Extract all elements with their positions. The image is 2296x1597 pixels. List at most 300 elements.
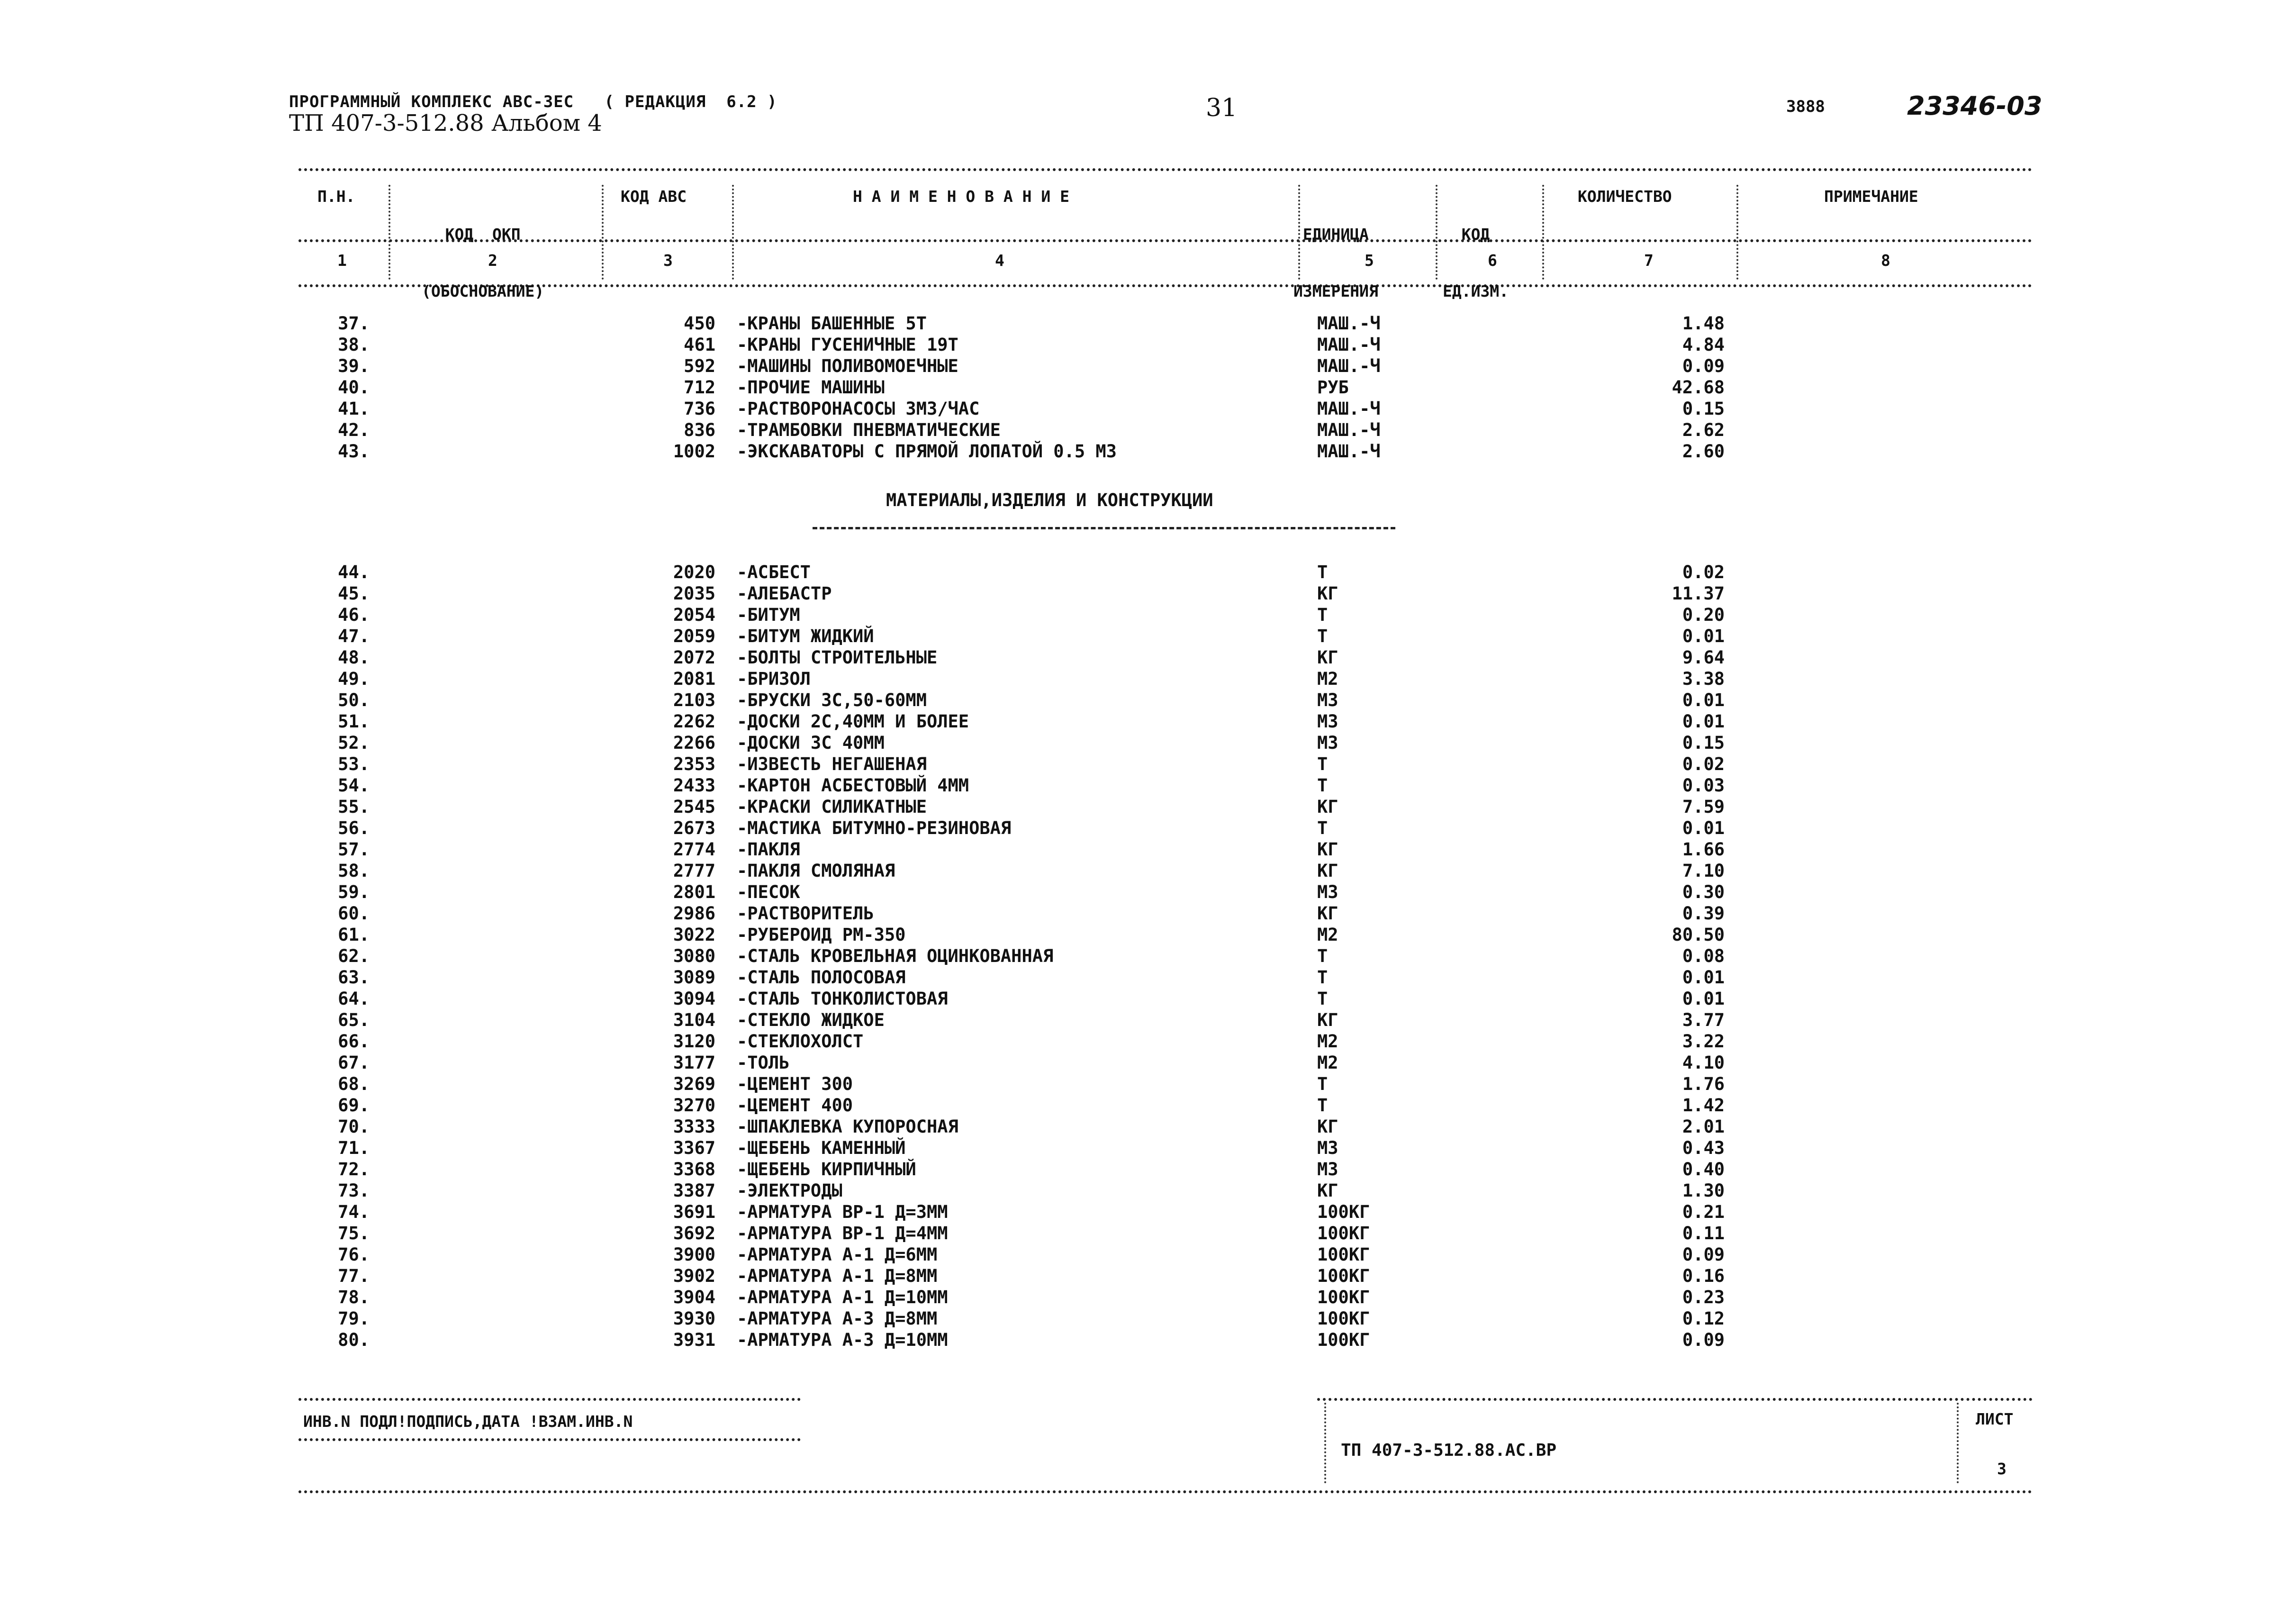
unit: Т xyxy=(1317,775,1328,796)
unit: 100КГ xyxy=(1317,1202,1370,1222)
table-row xyxy=(0,1244,2296,1265)
table-row xyxy=(0,796,2296,817)
table-row xyxy=(0,690,2296,711)
column-divider xyxy=(732,185,734,280)
table-row xyxy=(0,1052,2296,1073)
row-number: 38. xyxy=(338,335,370,355)
footer-stamp-labels: ИНВ.N ПОДЛ!ПОДПИСЬ,ДАТА !ВЗАМ.ИНВ.N xyxy=(303,1412,633,1431)
table-row xyxy=(0,334,2296,355)
table-row xyxy=(0,775,2296,796)
row-number: 74. xyxy=(338,1202,370,1222)
abc-code: 2103 xyxy=(673,690,715,710)
row-number: 56. xyxy=(338,818,370,838)
row-number: 62. xyxy=(338,946,370,966)
unit: Т xyxy=(1317,605,1328,625)
abc-code: 3931 xyxy=(673,1330,715,1350)
unit: 100КГ xyxy=(1317,1308,1370,1329)
quantity: 80.50 xyxy=(1672,925,1725,945)
abc-code: 3692 xyxy=(673,1223,715,1243)
quantity: 2.01 xyxy=(1682,1116,1725,1137)
quantity: 0.40 xyxy=(1682,1159,1725,1180)
abc-code: 2072 xyxy=(673,647,715,668)
footer-doc-top-rule xyxy=(1317,1398,2033,1401)
col-header-unit-code-line1: КОД xyxy=(1461,225,1490,244)
row-number: 42. xyxy=(338,420,370,440)
item-name: -ЭКСКАВАТОРЫ С ПРЯМОЙ ЛОПАТОЙ 0.5 М3 xyxy=(737,441,1117,462)
column-divider xyxy=(602,185,604,280)
quantity: 0.30 xyxy=(1682,882,1725,902)
item-name: -КРАСКИ СИЛИКАТНЫЕ xyxy=(737,797,927,817)
table-row xyxy=(0,924,2296,945)
table-row xyxy=(0,1159,2296,1180)
quantity: 3.38 xyxy=(1682,669,1725,689)
item-name: -АРМАТУРА А-3 Д=8ММ xyxy=(737,1308,938,1329)
abc-code: 2020 xyxy=(673,562,715,582)
table-top-rule xyxy=(298,168,2033,171)
table-row xyxy=(0,313,2296,334)
quantity: 0.08 xyxy=(1682,946,1725,966)
table-row xyxy=(0,903,2296,924)
item-name: -СТАЛЬ КРОВЕЛЬНАЯ ОЦИНКОВАННАЯ xyxy=(737,946,1054,966)
footer-divider xyxy=(1324,1403,1326,1483)
row-number: 63. xyxy=(338,967,370,988)
unit: Т xyxy=(1317,562,1328,582)
document-code: 3888 xyxy=(1786,97,1825,116)
row-number: 53. xyxy=(338,754,370,774)
row-number: 43. xyxy=(338,441,370,462)
quantity: 0.21 xyxy=(1682,1202,1725,1222)
row-number: 46. xyxy=(338,605,370,625)
row-number: 77. xyxy=(338,1266,370,1286)
abc-code: 3089 xyxy=(673,967,715,988)
row-number: 41. xyxy=(338,399,370,419)
item-name: -ПАКЛЯ xyxy=(737,839,800,860)
unit: МАШ.-Ч xyxy=(1317,441,1381,462)
item-name: -БРУСКИ 3С,50-60ММ xyxy=(737,690,927,710)
abc-code: 3120 xyxy=(673,1031,715,1052)
row-number: 61. xyxy=(338,925,370,945)
quantity: 11.37 xyxy=(1672,583,1725,604)
quantity: 0.01 xyxy=(1682,711,1725,732)
quantity: 1.42 xyxy=(1682,1095,1725,1116)
table-row xyxy=(0,604,2296,626)
col-number: 7 xyxy=(1644,251,1654,270)
footer-sheet-number: 3 xyxy=(1997,1460,2007,1478)
abc-code: 3904 xyxy=(673,1287,715,1307)
row-number: 52. xyxy=(338,733,370,753)
unit: М3 xyxy=(1317,711,1338,732)
abc-code: 2266 xyxy=(673,733,715,753)
table-row xyxy=(0,1223,2296,1244)
row-number: 57. xyxy=(338,839,370,860)
abc-code: 836 xyxy=(684,420,715,440)
abc-code: 2986 xyxy=(673,903,715,924)
item-name: -ЭЛЕКТРОДЫ xyxy=(737,1180,842,1201)
row-number: 59. xyxy=(338,882,370,902)
abc-code: 3269 xyxy=(673,1074,715,1094)
handwritten-number: 23346-03 xyxy=(1907,91,2043,121)
col-header-unit-code-line2: ЕД.ИЗМ. xyxy=(1443,282,1509,300)
quantity: 0.02 xyxy=(1682,562,1725,582)
footer-sheet-label: ЛИСТ xyxy=(1976,1410,2014,1428)
table-row xyxy=(0,1329,2296,1351)
item-name: -ШПАКЛЕВКА КУПОРОСНАЯ xyxy=(737,1116,958,1137)
quantity: 3.77 xyxy=(1682,1010,1725,1030)
row-number: 73. xyxy=(338,1180,370,1201)
quantity: 0.01 xyxy=(1682,818,1725,838)
col-header-unit-line1: ЕДИНИЦА xyxy=(1302,225,1369,244)
abc-code: 2774 xyxy=(673,839,715,860)
unit: 100КГ xyxy=(1317,1287,1370,1307)
row-number: 69. xyxy=(338,1095,370,1116)
table-bottom-rule xyxy=(298,1490,2033,1493)
unit: Т xyxy=(1317,626,1328,646)
quantity: 0.11 xyxy=(1682,1223,1725,1243)
col-number: 5 xyxy=(1365,251,1374,270)
abc-code: 3022 xyxy=(673,925,715,945)
row-number: 75. xyxy=(338,1223,370,1243)
item-name: -ПЕСОК xyxy=(737,882,800,902)
row-number: 39. xyxy=(338,356,370,376)
item-name: -АРМАТУРА ВР-1 Д=4ММ xyxy=(737,1223,948,1243)
table-row xyxy=(0,668,2296,690)
table-row xyxy=(0,1308,2296,1329)
abc-code: 3104 xyxy=(673,1010,715,1030)
abc-code: 3930 xyxy=(673,1308,715,1329)
row-number: 49. xyxy=(338,669,370,689)
abc-code: 450 xyxy=(684,313,715,334)
abc-code: 3368 xyxy=(673,1159,715,1180)
unit: КГ xyxy=(1317,1180,1338,1201)
table-row xyxy=(0,1116,2296,1137)
unit: КГ xyxy=(1317,903,1338,924)
table-row xyxy=(0,1201,2296,1223)
abc-code: 2035 xyxy=(673,583,715,604)
quantity: 0.09 xyxy=(1682,356,1725,376)
abc-code: 3902 xyxy=(673,1266,715,1286)
item-name: -БРИЗОЛ xyxy=(737,669,811,689)
abc-code: 461 xyxy=(684,335,715,355)
table-row xyxy=(0,1137,2296,1159)
unit: М3 xyxy=(1317,733,1338,753)
row-number: 47. xyxy=(338,626,370,646)
section-underline xyxy=(813,527,1395,529)
quantity: 1.30 xyxy=(1682,1180,1725,1201)
column-number-rule xyxy=(298,284,2033,287)
quantity: 1.48 xyxy=(1682,313,1725,334)
project-title: ТП 407-3-512.88 Альбом 4 xyxy=(289,110,602,136)
quantity: 2.60 xyxy=(1682,441,1725,462)
table-row xyxy=(0,1095,2296,1116)
unit: Т xyxy=(1317,1074,1328,1094)
item-name: -АРМАТУРА А-1 Д=10ММ xyxy=(737,1287,948,1307)
table-row xyxy=(0,1073,2296,1095)
col-header-okp-line2: (ОБОСНОВАНИЕ) xyxy=(422,282,544,300)
unit: МАШ.-Ч xyxy=(1317,313,1381,334)
table-row xyxy=(0,732,2296,753)
section-title: МАТЕРИАЛЫ,ИЗДЕЛИЯ И КОНСТРУКЦИИ xyxy=(886,490,1213,510)
abc-code: 2673 xyxy=(673,818,715,838)
unit: М3 xyxy=(1317,690,1338,710)
abc-code: 736 xyxy=(684,399,715,419)
column-divider xyxy=(1298,185,1300,280)
item-name: -РАСТВОРОНАСОСЫ 3М3/ЧАС xyxy=(737,399,980,419)
col-header-quantity: КОЛИЧЕСТВО xyxy=(1578,187,1672,206)
quantity: 0.01 xyxy=(1682,989,1725,1009)
item-name: -РАСТВОРИТЕЛЬ xyxy=(737,903,874,924)
item-name: -ТОЛЬ xyxy=(737,1053,790,1073)
row-number: 71. xyxy=(338,1138,370,1158)
row-number: 67. xyxy=(338,1053,370,1073)
abc-code: 3333 xyxy=(673,1116,715,1137)
row-number: 70. xyxy=(338,1116,370,1137)
item-name: -АРМАТУРА А-3 Д=10ММ xyxy=(737,1330,948,1350)
column-divider xyxy=(1542,185,1544,280)
table-row xyxy=(0,988,2296,1009)
table-row xyxy=(0,583,2296,604)
item-name: -СТАЛЬ ТОНКОЛИСТОВАЯ xyxy=(737,989,948,1009)
item-name: -СТАЛЬ ПОЛОСОВАЯ xyxy=(737,967,906,988)
unit: Т xyxy=(1317,946,1328,966)
unit: 100КГ xyxy=(1317,1266,1370,1286)
abc-code: 3900 xyxy=(673,1244,715,1265)
quantity: 4.10 xyxy=(1682,1053,1725,1073)
abc-code: 592 xyxy=(684,356,715,376)
table-row xyxy=(0,647,2296,668)
unit: Т xyxy=(1317,967,1328,988)
table-row xyxy=(0,562,2296,583)
row-number: 64. xyxy=(338,989,370,1009)
abc-code: 3387 xyxy=(673,1180,715,1201)
unit: М3 xyxy=(1317,1138,1338,1158)
unit: РУБ xyxy=(1317,377,1349,398)
abc-code: 2801 xyxy=(673,882,715,902)
col-number: 2 xyxy=(488,251,497,270)
table-row xyxy=(0,711,2296,732)
col-number: 6 xyxy=(1488,251,1497,270)
unit: М2 xyxy=(1317,1031,1338,1052)
quantity: 1.76 xyxy=(1682,1074,1725,1094)
unit: Т xyxy=(1317,754,1328,774)
quantity: 0.01 xyxy=(1682,626,1725,646)
table-row xyxy=(0,355,2296,377)
abc-code: 3080 xyxy=(673,946,715,966)
abc-code: 3367 xyxy=(673,1138,715,1158)
item-name: -ДОСКИ 3С 40ММ xyxy=(737,733,885,753)
table-row xyxy=(0,817,2296,839)
row-number: 54. xyxy=(338,775,370,796)
row-number: 50. xyxy=(338,690,370,710)
quantity: 7.59 xyxy=(1682,797,1725,817)
row-number: 44. xyxy=(338,562,370,582)
row-number: 37. xyxy=(338,313,370,334)
row-number: 51. xyxy=(338,711,370,732)
quantity: 42.68 xyxy=(1672,377,1725,398)
row-number: 79. xyxy=(338,1308,370,1329)
table-row xyxy=(0,753,2296,775)
quantity: 0.15 xyxy=(1682,399,1725,419)
column-divider xyxy=(389,185,390,280)
abc-code: 1002 xyxy=(673,441,715,462)
table-row xyxy=(0,1009,2296,1031)
item-name: -КРАНЫ БАШЕННЫЕ 5Т xyxy=(737,313,927,334)
unit: М2 xyxy=(1317,669,1338,689)
item-name: -ИЗВЕСТЬ НЕГАШЕНАЯ xyxy=(737,754,927,774)
row-number: 60. xyxy=(338,903,370,924)
table-row xyxy=(0,1180,2296,1201)
quantity: 0.09 xyxy=(1682,1330,1725,1350)
header-separator-rule xyxy=(298,239,2033,242)
table-row xyxy=(0,626,2296,647)
item-name: -БИТУМ xyxy=(737,605,800,625)
abc-code: 3177 xyxy=(673,1053,715,1073)
abc-code: 712 xyxy=(684,377,715,398)
item-name: -СТЕКЛОХОЛСТ xyxy=(737,1031,864,1052)
abc-code: 2081 xyxy=(673,669,715,689)
row-number: 68. xyxy=(338,1074,370,1094)
unit: Т xyxy=(1317,989,1328,1009)
quantity: 0.02 xyxy=(1682,754,1725,774)
row-number: 65. xyxy=(338,1010,370,1030)
col-number: 1 xyxy=(337,251,347,270)
item-name: -БИТУМ ЖИДКИЙ xyxy=(737,626,874,646)
quantity: 3.22 xyxy=(1682,1031,1725,1052)
table-row xyxy=(0,945,2296,967)
unit: КГ xyxy=(1317,1116,1338,1137)
page-number: 31 xyxy=(1206,94,1238,122)
item-name: -КРАНЫ ГУСЕНИЧНЫЕ 19Т xyxy=(737,335,958,355)
item-name: -МАШИНЫ ПОЛИВОМОЕЧНЫЕ xyxy=(737,356,958,376)
quantity: 7.10 xyxy=(1682,861,1725,881)
item-name: -КАРТОН АСБЕСТОВЫЙ 4ММ xyxy=(737,775,969,796)
item-name: -ПРОЧИЕ МАШИНЫ xyxy=(737,377,885,398)
abc-code: 2353 xyxy=(673,754,715,774)
unit: МАШ.-Ч xyxy=(1317,399,1381,419)
abc-code: 2433 xyxy=(673,775,715,796)
unit: Т xyxy=(1317,1095,1328,1116)
table-row xyxy=(0,881,2296,903)
row-number: 78. xyxy=(338,1287,370,1307)
row-number: 76. xyxy=(338,1244,370,1265)
unit: КГ xyxy=(1317,797,1338,817)
item-name: -АРМАТУРА А-1 Д=6ММ xyxy=(737,1244,938,1265)
quantity: 0.16 xyxy=(1682,1266,1725,1286)
footer-stamp-top-rule xyxy=(298,1398,801,1401)
abc-code: 2054 xyxy=(673,605,715,625)
table-row xyxy=(0,398,2296,419)
row-number: 58. xyxy=(338,861,370,881)
abc-code: 2262 xyxy=(673,711,715,732)
unit: М2 xyxy=(1317,1053,1338,1073)
unit: МАШ.-Ч xyxy=(1317,420,1381,440)
quantity: 0.01 xyxy=(1682,690,1725,710)
table-row xyxy=(0,441,2296,462)
column-divider xyxy=(1436,185,1437,280)
unit: КГ xyxy=(1317,647,1338,668)
col-number: 4 xyxy=(995,251,1004,270)
column-divider xyxy=(1736,185,1738,280)
program-header: ПРОГРАММНЫЙ КОМПЛЕКС АВС-3ЕС ( РЕДАКЦИЯ 6.2 ) xyxy=(289,92,777,111)
col-number: 8 xyxy=(1881,251,1890,270)
item-name: -АРМАТУРА А-1 Д=8ММ xyxy=(737,1266,938,1286)
item-name: -ЦЕМЕНТ 400 xyxy=(737,1095,853,1116)
item-name: -ЦЕМЕНТ 300 xyxy=(737,1074,853,1094)
unit: 100КГ xyxy=(1317,1330,1370,1350)
quantity: 9.64 xyxy=(1682,647,1725,668)
quantity: 0.15 xyxy=(1682,733,1725,753)
table-row xyxy=(0,860,2296,881)
unit: Т xyxy=(1317,818,1328,838)
unit: М3 xyxy=(1317,882,1338,902)
col-header-name: Н А И М Е Н О В А Н И Е xyxy=(853,187,1069,206)
quantity: 0.23 xyxy=(1682,1287,1725,1307)
item-name: -АЛЕБАСТР xyxy=(737,583,832,604)
quantity: 4.84 xyxy=(1682,335,1725,355)
col-header-okp-line1: КОД ОКП xyxy=(445,225,521,244)
item-name: -МАСТИКА БИТУМНО-РЕЗИНОВАЯ xyxy=(737,818,1012,838)
table-row xyxy=(0,1265,2296,1287)
unit: КГ xyxy=(1317,861,1338,881)
quantity: 0.12 xyxy=(1682,1308,1725,1329)
row-number: 55. xyxy=(338,797,370,817)
item-name: -ЩЕБЕНЬ КИРПИЧНЫЙ xyxy=(737,1159,916,1180)
row-number: 80. xyxy=(338,1330,370,1350)
unit: МАШ.-Ч xyxy=(1317,335,1381,355)
quantity: 2.62 xyxy=(1682,420,1725,440)
item-name: -БОЛТЫ СТРОИТЕЛЬНЫЕ xyxy=(737,647,938,668)
quantity: 0.03 xyxy=(1682,775,1725,796)
abc-code: 2545 xyxy=(673,797,715,817)
unit: 100КГ xyxy=(1317,1223,1370,1243)
row-number: 45. xyxy=(338,583,370,604)
unit: М2 xyxy=(1317,925,1338,945)
quantity: 0.43 xyxy=(1682,1138,1725,1158)
item-name: -ДОСКИ 2С,40ММ И БОЛЕЕ xyxy=(737,711,969,732)
table-row xyxy=(0,1031,2296,1052)
table-row xyxy=(0,1287,2296,1308)
quantity: 0.20 xyxy=(1682,605,1725,625)
row-number: 40. xyxy=(338,377,370,398)
unit: КГ xyxy=(1317,839,1338,860)
row-number: 66. xyxy=(338,1031,370,1052)
col-header-unit-line2: ИЗМЕРЕНИЯ xyxy=(1293,282,1378,300)
unit: КГ xyxy=(1317,583,1338,604)
table-row xyxy=(0,967,2296,988)
row-number: 48. xyxy=(338,647,370,668)
item-name: -СТЕКЛО ЖИДКОЕ xyxy=(737,1010,885,1030)
unit: КГ xyxy=(1317,1010,1338,1030)
row-number: 72. xyxy=(338,1159,370,1180)
footer-doc-code: ТП 407-3-512.88.АС.ВР xyxy=(1341,1441,1557,1460)
item-name: -АСБЕСТ xyxy=(737,562,811,582)
item-name: -АРМАТУРА ВР-1 Д=3ММ xyxy=(737,1202,948,1222)
col-header-note: ПРИМЕЧАНИЕ xyxy=(1824,187,1918,206)
col-header-abc: КОД АВС xyxy=(621,187,687,206)
quantity: 1.66 xyxy=(1682,839,1725,860)
col-number: 3 xyxy=(663,251,673,270)
abc-code: 2059 xyxy=(673,626,715,646)
unit: М3 xyxy=(1317,1159,1338,1180)
table-row xyxy=(0,377,2296,398)
item-name: -ЩЕБЕНЬ КАМЕННЫЙ xyxy=(737,1138,906,1158)
item-name: -РУБЕРОИД РМ-350 xyxy=(737,925,906,945)
quantity: 0.01 xyxy=(1682,967,1725,988)
footer-divider xyxy=(1957,1403,1959,1483)
col-header-no: П.Н. xyxy=(317,187,355,206)
item-name: -ПАКЛЯ СМОЛЯНАЯ xyxy=(737,861,895,881)
table-row xyxy=(0,839,2296,860)
abc-code: 3270 xyxy=(673,1095,715,1116)
